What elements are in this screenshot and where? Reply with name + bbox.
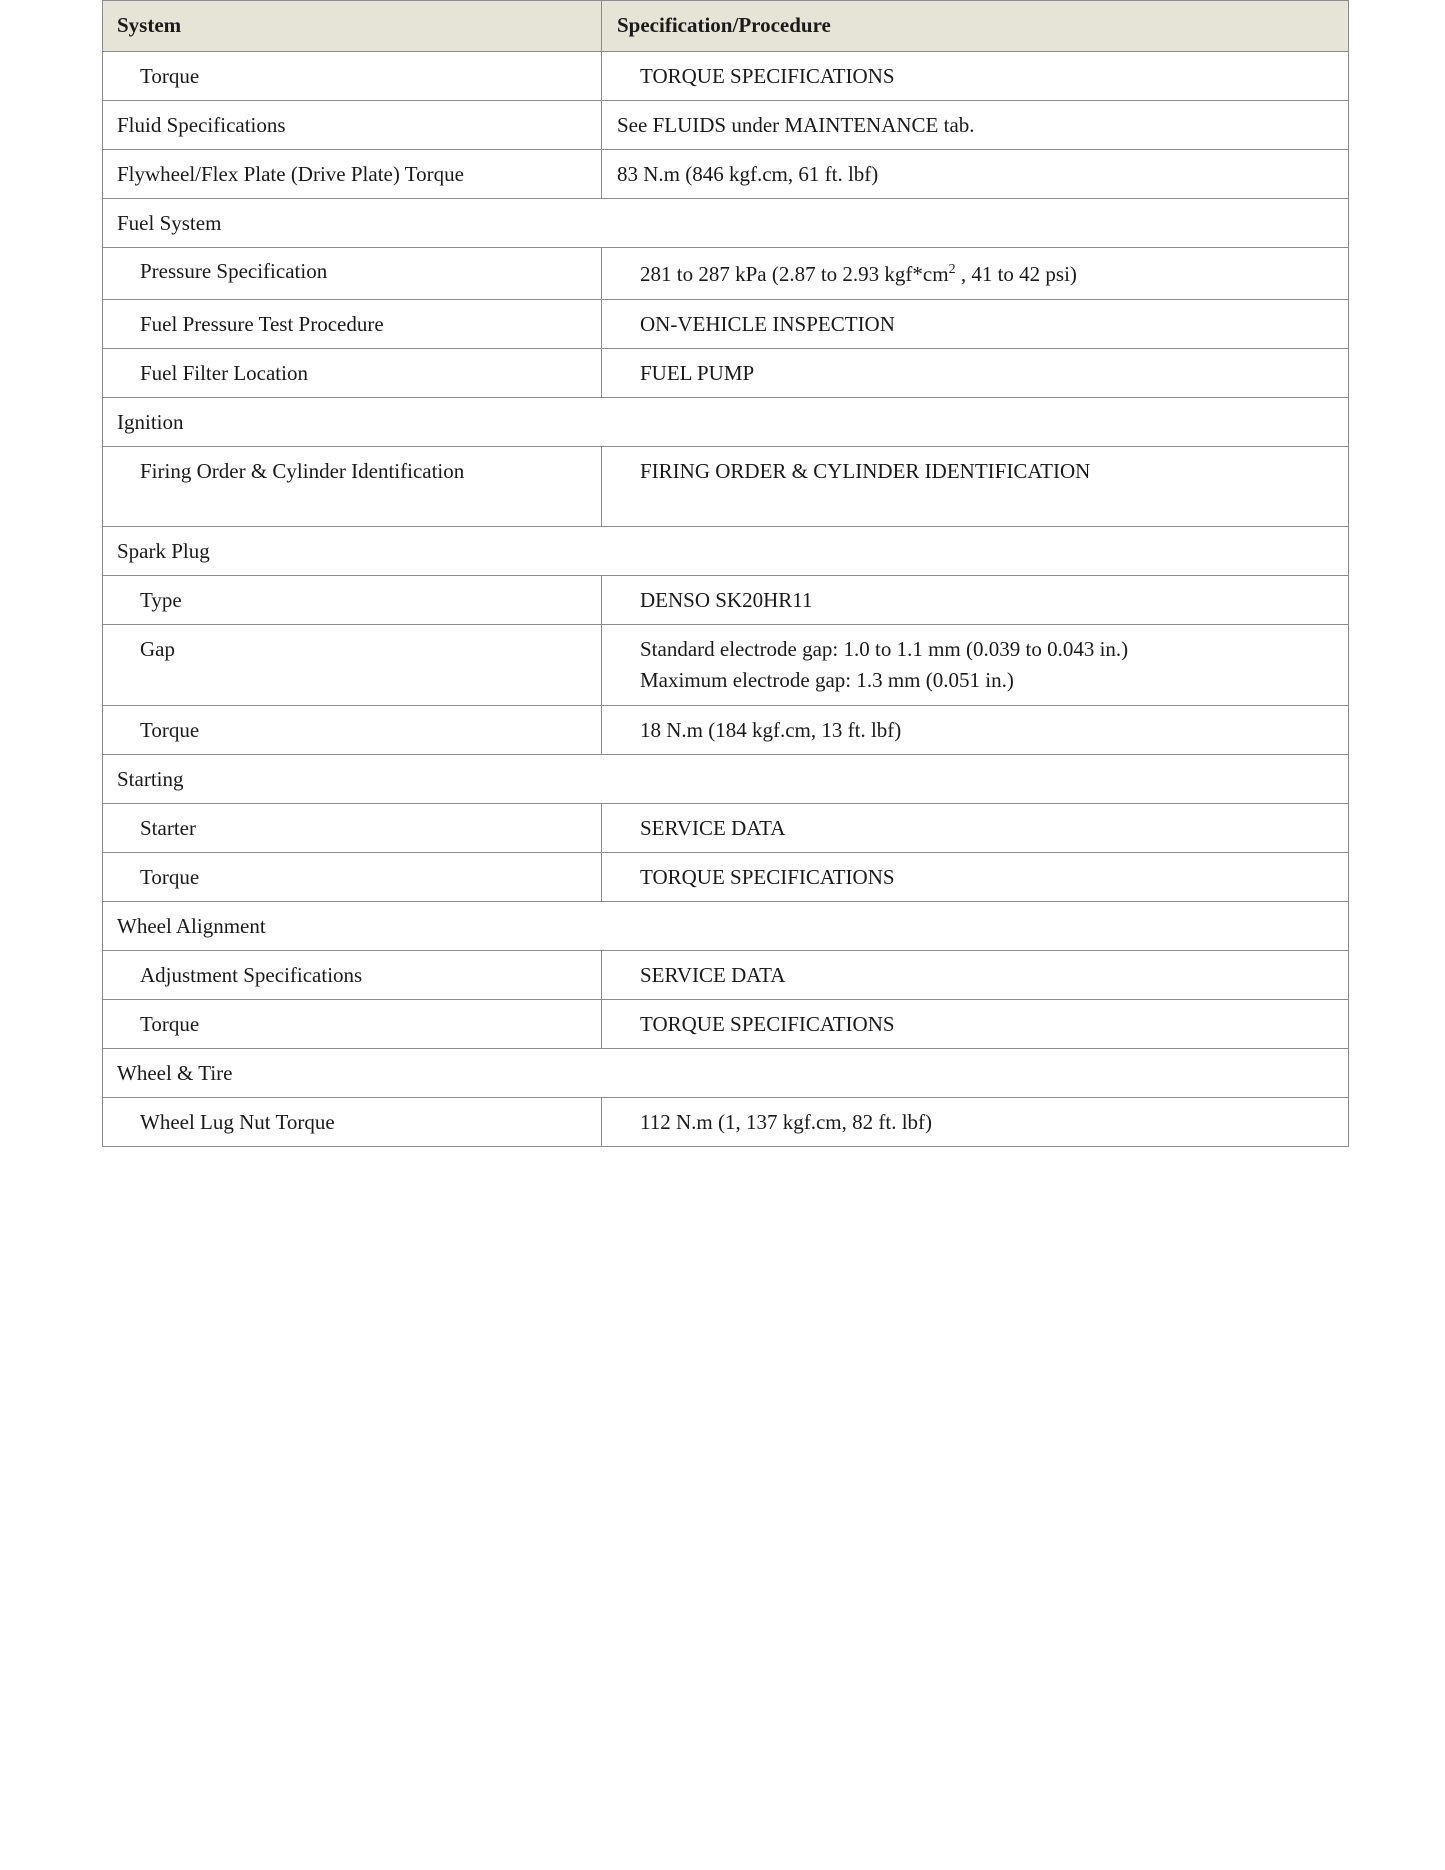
table-row: [103, 150, 1349, 199]
system-column-header: System: [103, 1, 602, 52]
table-row: [103, 447, 1349, 527]
system-cell: Type: [103, 576, 602, 625]
system-cell: Pressure Specification: [103, 248, 602, 300]
table-row: [103, 951, 1349, 1000]
system-cell: Firing Order & Cylinder Identification: [103, 447, 602, 527]
system-cell: Fluid Specifications: [103, 101, 602, 150]
spec-text: 281 to 287 kPa (2.87 to 2.93 kgf*cm: [640, 262, 949, 286]
spec-cell: 83 N.m (846 kgf.cm, 61 ft. lbf): [602, 150, 1349, 199]
spec-line: Maximum electrode gap: 1.3 mm (0.051 in.): [640, 668, 1014, 692]
table-row: [103, 804, 1349, 853]
specifications-table: [102, 0, 1349, 1147]
spec-link[interactable]: TORQUE SPECIFICATIONS: [602, 853, 1349, 902]
spec-cell: 112 N.m (1, 137 kgf.cm, 82 ft. lbf): [602, 1098, 1349, 1147]
superscript: 2: [948, 262, 956, 277]
table-row: [103, 52, 1349, 101]
spec-cell: DENSO SK20HR11: [602, 576, 1349, 625]
section-row: [103, 1049, 1349, 1098]
spec-link[interactable]: SERVICE DATA: [602, 804, 1349, 853]
table-header-row: [103, 1, 1349, 52]
system-cell: Torque: [103, 52, 602, 101]
section-heading: Wheel & Tire: [103, 1049, 1349, 1098]
table-row: [103, 625, 1349, 706]
spec-cell: [602, 625, 1349, 706]
system-cell: Gap: [103, 625, 602, 706]
spec-link[interactable]: FUEL PUMP: [602, 349, 1349, 398]
spec-cell: 18 N.m (184 kgf.cm, 13 ft. lbf): [602, 706, 1349, 755]
system-cell: Torque: [103, 1000, 602, 1049]
spec-line: Standard electrode gap: 1.0 to 1.1 mm (0.039 to 0.043 in.): [640, 637, 1129, 661]
spec-link[interactable]: TORQUE SPECIFICATIONS: [602, 1000, 1349, 1049]
table-row: [103, 576, 1349, 625]
section-heading: Starting: [103, 755, 1349, 804]
system-cell: Wheel Lug Nut Torque: [103, 1098, 602, 1147]
table-row: [103, 101, 1349, 150]
section-row: [103, 755, 1349, 804]
spec-cell: [602, 248, 1349, 300]
spec-link[interactable]: ON-VEHICLE INSPECTION: [602, 300, 1349, 349]
system-cell: Torque: [103, 853, 602, 902]
table-row: [103, 706, 1349, 755]
table-row: [103, 1000, 1349, 1049]
spec-link[interactable]: TORQUE SPECIFICATIONS: [602, 52, 1349, 101]
section-heading: Spark Plug: [103, 527, 1349, 576]
section-row: [103, 527, 1349, 576]
table-row: [103, 853, 1349, 902]
system-cell: Fuel Filter Location: [103, 349, 602, 398]
table-row: [103, 1098, 1349, 1147]
spec-column-header: Specification/Procedure: [602, 1, 1349, 52]
spec-text: , 41 to 42 psi): [955, 262, 1077, 286]
section-heading: Fuel System: [103, 199, 1349, 248]
system-cell: Torque: [103, 706, 602, 755]
table-row: [103, 248, 1349, 300]
system-cell: Starter: [103, 804, 602, 853]
section-row: [103, 199, 1349, 248]
table-row: [103, 300, 1349, 349]
section-row: [103, 398, 1349, 447]
table-row: [103, 349, 1349, 398]
system-cell: Fuel Pressure Test Procedure: [103, 300, 602, 349]
section-row: [103, 902, 1349, 951]
system-cell: Adjustment Specifications: [103, 951, 602, 1000]
section-heading: Ignition: [103, 398, 1349, 447]
spec-link[interactable]: FIRING ORDER & CYLINDER IDENTIFICATION: [602, 447, 1349, 527]
system-cell: Flywheel/Flex Plate (Drive Plate) Torque: [103, 150, 602, 199]
spec-link[interactable]: SERVICE DATA: [602, 951, 1349, 1000]
spec-cell: See FLUIDS under MAINTENANCE tab.: [602, 101, 1349, 150]
section-heading: Wheel Alignment: [103, 902, 1349, 951]
